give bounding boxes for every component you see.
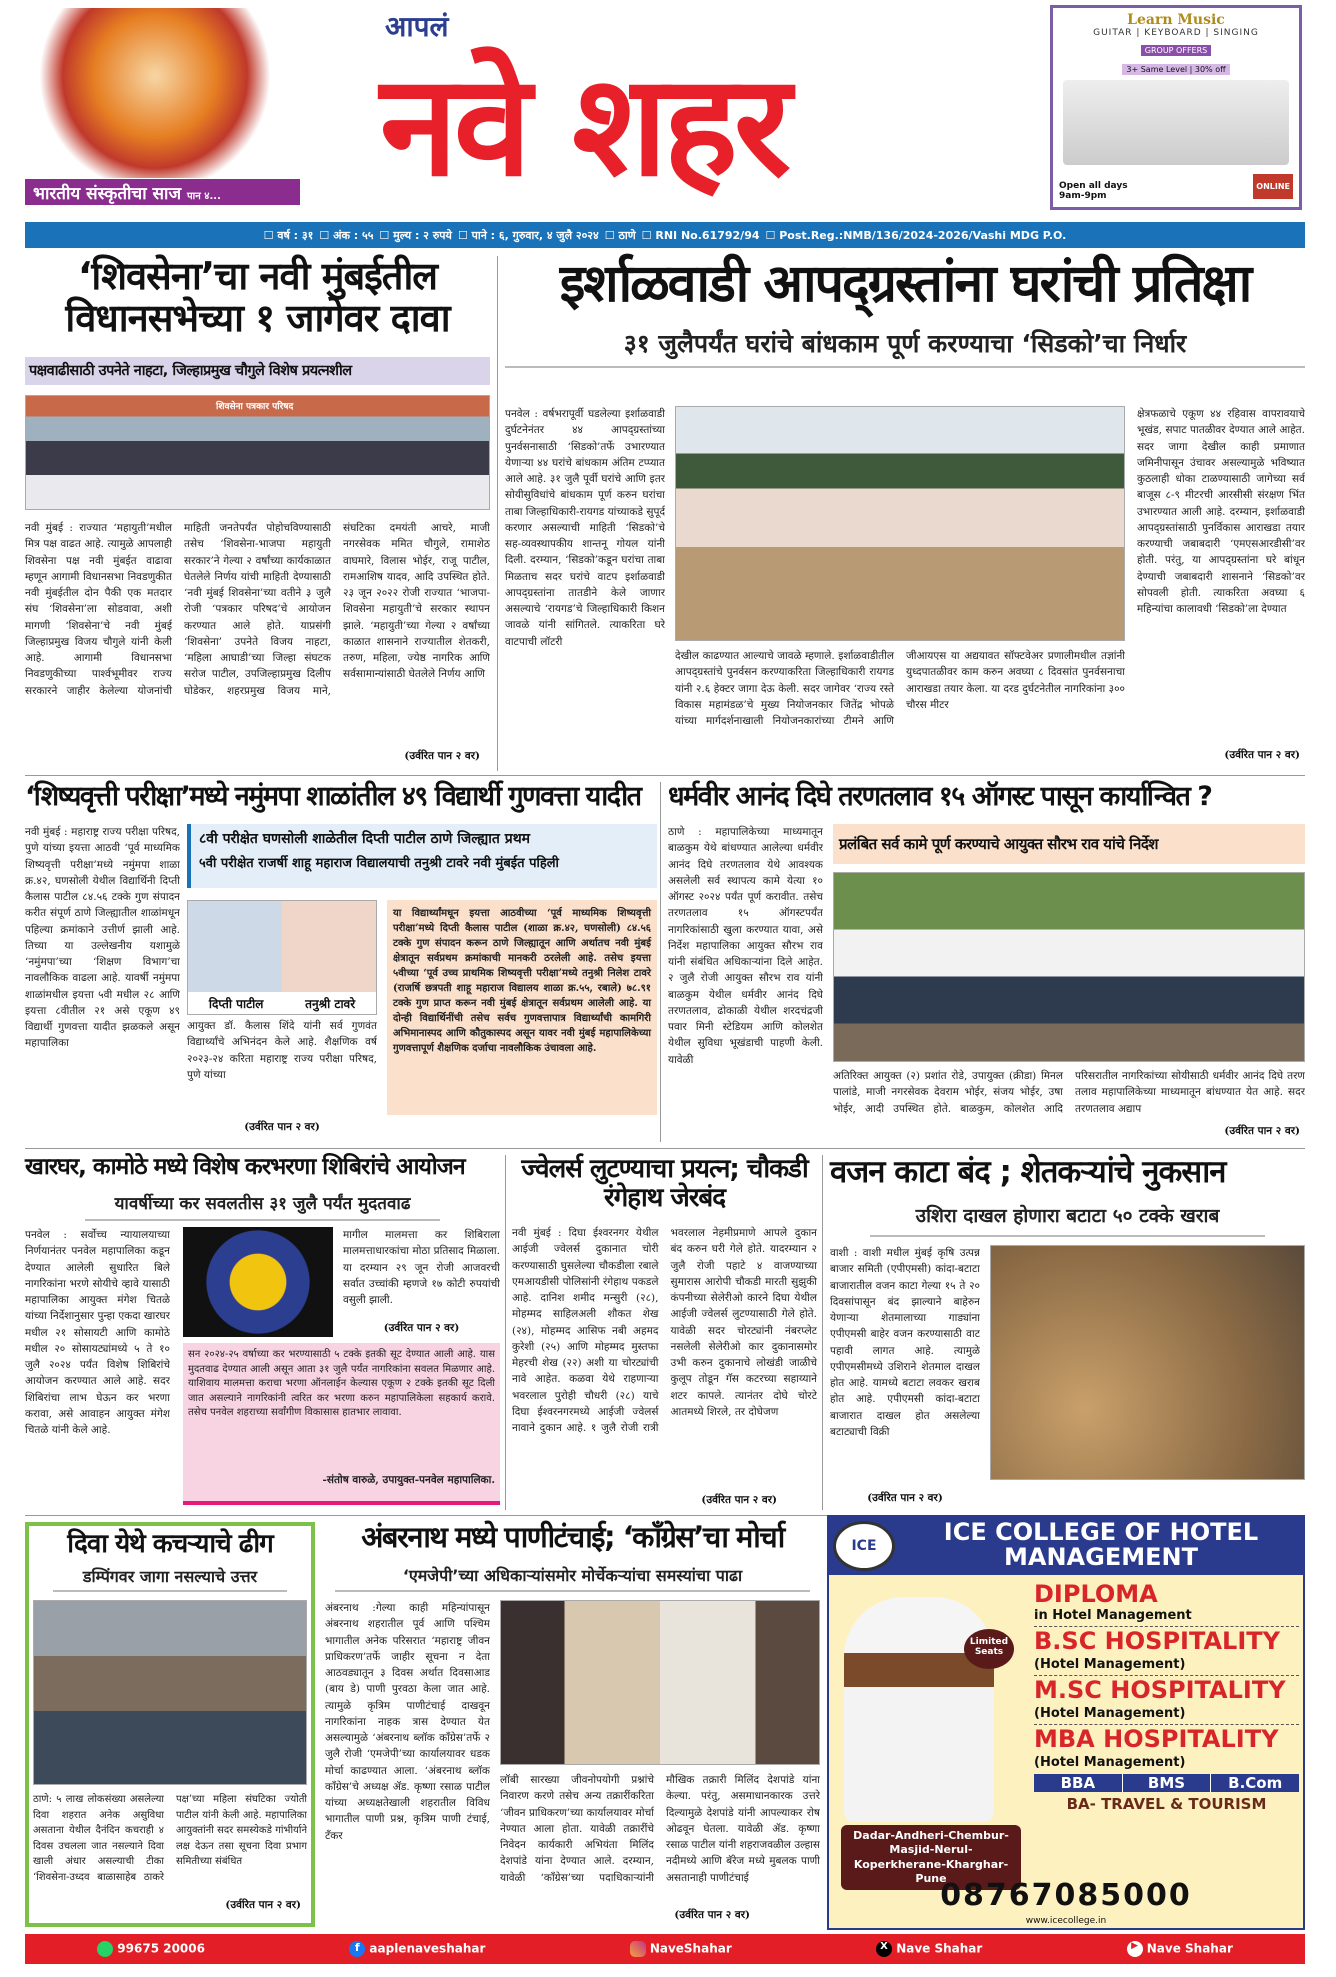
info-rni: ☐ RNI No.61792/94	[641, 228, 760, 242]
subhead: प्रलंबित सर्व कामे पूर्ण करण्याचे आयुक्त सौरभ राव यांचे निर्देश	[833, 824, 1305, 864]
highlight-line-2: ५वी परीक्षेत राजर्षी शाहू महाराज विद्यालयाची तनुश्री टावरे नवी मुंबईत पहिली	[199, 856, 559, 871]
instagram-icon	[630, 1941, 646, 1957]
highlight-box	[187, 824, 657, 888]
short-courses: BBA BMS B.Com	[1034, 1774, 1299, 1792]
subhead: ३१ जुलैपर्यंत घरांचे बांधकाम पूर्ण करण्याचा ‘सिडको’चा निर्धार	[505, 326, 1305, 368]
article-body: अंबरनाथ :गेल्या काही महिन्यांपासून अंबरनाथ शहरातील पूर्व आणि पश्चिम भागातील अनेक परिसरात ‘महाराष्ट्र जीवन प्राधिकरण’तर्फे जाहीर सूचना न देता आठवड्यातून ३ दिवस अर्थात दिवसाआड (बाय डे) पाणी पुरवठा केला जात आहे. त्यामुळे कृत्रिम पाणीटंचाई दाखवून नागरिकांना नाहक त्रास देण्यात येत असल्यामुळे ‘अंबरनाथ ब्लॉक काँग्रेस’तर्फे २ जुलै रोजी ‘एमजेपी’च्या कार्यालयावर धडक मोर्चा काढण्यात आला. ‘अंबरनाथ ब्लॉक काँग्रेस’चे अध्यक्ष ॲड. कृष्णा रसाळ पाटील यांच्या अध्यक्षतेखाली शहरातील विविध भागातील पाणी प्रश्न, कृत्रिम पाणी टंचाई, टँकर	[325, 1602, 490, 1842]
article-body-2: लॉबी सारख्या जीवनोपयोगी प्रश्नांचे निवारण करणे तसेच अन्य तक्रारींकरिता ‘जीवन प्राधिकरण’च्या कार्यालयावर मोर्चा नेण्यात आला होता. यावेळी तक्रारींचे निवेदन कार्यकारी अभियंता मिलिंद देशपांडे यांना देण्यात आले. दरम्यान, यावेळी ‘काँग्रेस’च्या पदाधिकाऱ्यांनी मौखिक तक्रारी मिलिंद देशपांडे यांना केल्या. परंतु, असमाधानकारक उत्तरे दिल्यामुळे देशपांडे यांनी आपल्याकर रोष ओढवून घेतला. यावेळी ॲड. कृष्णा रसाळ पाटील यांनी शहराजवळील उल्हास नदीमध्ये आणि बॅरेज मध्ये मुबलक पाणी असतानाही पाणीटंचाई	[500, 1774, 820, 1884]
headline[interactable]: ‘शिष्यवृत्ती परीक्षा’मध्ये नमुंमपा शाळांतील ४९ विद्यार्थी गुणवत्ता यादीत	[25, 781, 641, 812]
promo-image	[40, 8, 270, 178]
potatoes-photo	[990, 1245, 1305, 1480]
tax-notice-box	[183, 1343, 500, 1505]
continued-note[interactable]: (उर्वरित पान २ वर)	[244, 1121, 320, 1133]
article-body: ठाणे : महापालिकेच्या माध्यमातून बाळकुम येथे बांधण्यात आलेल्या धर्मवीर आनंद दिघे तरणतलाव येथे आवश्यक असलेली सर्व स्थापत्य कामे येत्या १० ऑगस्ट २०२४ पर्यंत पूर्ण करावीत. तसेच तरणतलाव १५ ऑगस्टपर्यंत नागरिकांसाठी खुला करण्यात यावा, असे निर्देश महापालिका आयुक्त सौरभ राव यांनी संबंधित अधिकाऱ्यांना दिले आहेत. २ जुलै रोजी आयुक्त सौरभ राव यांनी बाळकुम येथील धर्मवीर आनंद दिघे तरणतलाव, ढोकाळी येथील शरदचंद्रजी पवार मिनी स्टेडियम आणि कोलशेत येथील सुविधा भूखंडाची पाहणी केली. यावेळी	[668, 826, 823, 1066]
music-ad[interactable]	[1050, 5, 1302, 210]
youtube-icon: ▶	[1127, 1941, 1143, 1957]
headline[interactable]: दिवा येथे कचऱ्याचे ढीग	[67, 1529, 273, 1559]
promo-page: पान ४...	[186, 191, 221, 202]
chef-image	[844, 1597, 994, 1822]
promo-label[interactable]	[25, 179, 300, 205]
music-ad-image	[1063, 80, 1289, 165]
course-msc: M.SC HOSPITALITY (Hotel Management)	[1034, 1676, 1299, 1725]
headline[interactable]: ज्वेलर्स लुटण्याचा प्रयत्न; चौकडी रंगेहाथ जेरबंद	[521, 1154, 808, 1213]
info-issue: ☐ अंक : ५५	[319, 228, 374, 242]
article-body: नवी मुंबई : दिघा ईश्वरनगर येथील आईजी ज्वेलर्स दुकानात चोरी करण्यासाठी घुसलेल्या चौकडीला रबाले एमआयडीसी पोलिसांनी रंगेहाथ पकडले आहे. दानिश शमीद मन्सुरी (२८), मोहम्मद साहिलअली शौकत शेख (२४), मोहम्मद आसिफ नबी अहमद कुरेशी (२५) आणि मोहम्मद मुस्तफा मेहरची शेख (२२) अशी या चोरट्यांची नावे आहेत. कळवा येथे राहणाऱ्या भवरलाल पुरोही चौधरी (२८) याचे दिघा ईश्वरनगरमध्ये आईजी ज्वेलर्स नावाने दुकान आहे. १ जुलै रोजी रात्री भवरलाल नेहमीप्रमाणे आपले दुकान बंद करुन घरी गेले होते. यादरम्यान २ जुलै रोजी पहाटे ४ वाजण्याच्या सुमारास आरोपी चौकडी मारती सुझुकी कंपनीच्या सेलेरीओ कारने दिघा येथील आईजी ज्वेलर्स लुटण्यासाठी गेले होते. यावेळी सदर चोरट्यांनी नंबरप्लेट नसलेली सेलेरीओ कार दुकानासमोर उभी करुन दुकानाचे लोखंडी जाळीचे कुलूप तोडून गॅस कटरच्या सहाय्याने शटर कापले. त्यानंतर दोघे चोरटे आतमध्ये शिरले, तर दोघेजण	[512, 1227, 817, 1435]
headline[interactable]: इर्शाळवाडी आपद्ग्रस्तांना घरांची प्रतिक्षा	[559, 254, 1251, 314]
footer-whatsapp[interactable]: 99675 20006	[97, 1941, 205, 1957]
subhead: यावर्षीच्या कर सवलतीस ३१ जुलै पर्यंत मुदतवाढ	[85, 1191, 440, 1221]
article-body: पनवेल : सर्वोच्च न्यायालयाच्या निर्णयानंतर पनवेल महापालिका कडून देण्यात आलेली सुधारित बिले नागरिकांना भरणे सोयीचे व्हावे यासाठी महापालिका आयुक्त मंगेश चितळे यांच्या निर्देशानुसार पुन्हा एकदा खारघर मधील २१ सोसायटी आणि कामोठे मधील २० सोसायट्यांमध्ये ५ ते १० जुलै २०२४ पर्यंत विशेष शिबिरांचे आयोजन करण्यात आले आहे. सदर शिबिरांचा लाभ घेऊन कर भरणा करावा, असे आवाहन आयुक्त मंगेश चितळे यांनी केले आहे.	[25, 1229, 170, 1437]
article-body: नवी मुंबई : महाराष्ट्र राज्य परीक्षा परिषद, पुणे यांच्या इयत्ता आठवी ‘पूर्व माध्यमिक शिष्यवृत्ती परीक्षा’मध्ये नमुंमपा शाळा क्र.४२, घणसोली येथील विद्यार्थिनी दिप्ती कैलास पाटील ८४.५६ टक्के गुण संपादन करीत संपूर्ण ठाणे जिल्ह्यातील शाळांमधून पहिल्या क्रमांकाने उत्तीर्ण झाली आहे. तिच्या या उल्लेखनीय यशामुळे ‘नमुंमपा’च्या ‘शिक्षण विभाग’चा नावलौकिक वाढला आहे. यावर्षी नमुंमपा शाळांमधील इयत्ता ५वी मधील २८ आणि इयत्ता ८वीतील २१ असे एकूण ४९ विद्यार्थी गुणवत्ता यादीत झळकले असून महापालिका	[25, 826, 180, 1050]
students-photo	[187, 900, 377, 1015]
music-ad-subjects: GUITAR | KEYBOARD | SINGING	[1093, 28, 1259, 38]
article-body-2: अतिरिक्त आयुक्त (२) प्रशांत रोडे, उपायुक्त (क्रीडा) मिनल पालांडे, माजी नगरसेवक देवराम भोईर, संजय भोईर, उषा भोईर, आदी उपस्थित होते. बाळकुम, कोलशेत आदि परिसरातील नागरिकांच्या सोयीसाठी धर्मवीर आनंद दिघे तरण तलाव महापालिकेच्या माध्यमातून बांधण्यात येत आहे. सदर तरणतलाव अद्याप	[833, 1070, 1305, 1115]
x-icon: X	[876, 1941, 892, 1957]
subhead: डम्पिंगवर जागा नसल्याचे उत्तर	[53, 1566, 287, 1592]
houses-photo	[675, 406, 1125, 641]
article-body: वाशी : वाशी मधील मुंबई कृषि उत्पन्न बाजार समिती (एपीएमसी) कांदा-बटाटा बाजारातील वजन काटा गेल्या १५ ते २० दिवसांपासून बंद झाल्याने बाहेरुन येणाऱ्या शेतमालाच्या गाड्यांना एपीएमसी बाहेर वजन करण्यासाठी वाट पहावी लागत आहे. त्यामुळे एपीएमसीमध्ये उशिराने शेतमाल दाखल होत आहे. यामध्ये बटाटा लवकर खराब होत आहे. एपीएमसी कांदा-बटाटा बाजारात दाखल होत असलेल्या बटाट्याची विक्री	[830, 1247, 980, 1438]
footer-facebook[interactable]: f aaplenaveshahar	[349, 1941, 485, 1957]
headline[interactable]: ‘शिवसेना’चा नवी मुंबईतील विधानसभेच्या १ जागेवर दावा	[65, 254, 450, 340]
article-ambernath-water	[325, 1522, 820, 1927]
continued-note[interactable]: (उर्वरित पान २ वर)	[225, 1899, 301, 1911]
ice-college-ad[interactable]	[827, 1515, 1305, 1930]
promo-label-text: भारतीय संस्कृतीचा साज	[33, 184, 182, 204]
article-jewellers	[512, 1155, 817, 1510]
inspection-photo	[833, 872, 1305, 1062]
merit-box: या विद्यार्थ्यांमधून इयत्ता आठवीच्या ‘पूर्व माध्यमिक शिष्यवृत्ती परीक्षा’मध्ये दिप्ती कैलास पाटील (शाळा क्र.४२, घणसोली) ८४.५६ टक्के गुण संपादन करून ठाणे जिल्ह्यातून आणि अर्थातच नवी मुंबई क्षेत्रातून सर्वप्रथम क्रमांकाची मानकरी ठरलेली आहे. तसेच इयत्ता ५वीच्या ‘पूर्व उच्च प्राथमिक शिष्यवृत्ती परीक्षा’मध्ये तनुश्री निलेश टावरे (राजर्षि छत्रपती शाहू महाराज विद्यालय शाळा क्र.५५, रबाले) ७८.९१ टक्के गुण प्राप्त करून नवी मुंबई क्षेत्रातून सर्वप्रथम आलेली आहे. या दोन्ही विद्यार्थिनींची तसेच सर्वच गुणवत्तापात्र विद्यार्थ्यांची कामगिरी अभिमानास्पद आणि कौतुकास्पद असून यावर नवी मुंबई महापालिकेच्या गुणवत्तापूर्ण शैक्षणिक दर्जाचा नावलौकिक उंचावला आहे.	[387, 900, 657, 1115]
article-body-2: मागील मालमत्ता कर शिबिराला मालमत्ताधारकांचा मोठा प्रतिसाद मिळाला. या दरम्यान २९ जून रोजी आजवरची सर्वात उच्चांकी म्हणजे १७ कोटी रुपयांची वसुली झाली.	[343, 1229, 500, 1307]
music-ad-title: Learn Music	[1127, 12, 1225, 28]
continued-note[interactable]: (उर्वरित पान २ वर)	[383, 1322, 460, 1334]
garbage-photo	[33, 1600, 307, 1785]
photo-banner-text: शिवसेना पत्रकार परिषद	[216, 402, 294, 412]
social-footer	[25, 1934, 1305, 1964]
music-ad-offer: GROUP OFFERS	[1141, 45, 1211, 56]
article-shivsena	[25, 256, 490, 771]
tax-notice-signature: -संतोष वारुळे, उपायुक्त-पनवेल महापालिका.	[322, 1474, 495, 1486]
music-ad-offer-detail: 3+ Same Level | 30% off	[1122, 64, 1229, 75]
footer-x[interactable]: X Nave Shahar	[876, 1941, 982, 1957]
ice-logo: ICE	[833, 1521, 895, 1571]
article-body: नवी मुंबई : राज्यात ‘महायुती’मधील मित्र पक्ष वाढत आहे. त्यामुळे आपलाही शिवसेना पक्ष नवी मुंबईत वाढावा म्हणून आगामी विधानसभा निवडणुकीत नवी मुंबईतील दोन पैकी एक मतदार संघ ‘शिवसेना’ला सोडवावा, अशी मागणी ‘शिवसेना’चे नवी मुंबई जिल्हाप्रमुख विजय चौगुले यांनी केली आहे. आगामी विधानसभा निवडणुकीच्या पार्श्वभूमीवर राज्य सरकारने जाहीर केलेल्या योजनांची माहिती जनतेपर्यंत पोहोचविण्यासाठी तसेच ‘शिवसेना-भाजपा महायुती सरकार’ने गेल्या २ वर्षांच्या कार्यकाळात घेतलेले निर्णय यांची माहिती देण्यासाठी ‘नवी मुंबई शिवसेना’च्या वतीने ३ जुलै रोजी ‘पत्रकार परिषद’चे आयोजन करण्यात आले होते. याप्रसंगी ‘शिवसेना’ उपनेते विजय नाहटा, ‘महिला आघाडी’च्या जिल्हा संघटक सरोज पाटील, उपजिल्हाप्रमुख दिलीप घोडेकर, शहरप्रमुख विजय माने, संघटिका दमयंती आचरे, माजी नगरसेवक ममित चौगुले, रामाशेठ वाघमारे, विलास भोईर, राजू पाटील, रामआशिष यादव, आदि उपस्थित होते. २३ जून २०२२ रोजी राज्यात ‘भाजपा-शिवसेना महायुती’चे सरकार स्थापन झाले. ‘महायुती’च्या गेल्या २ वर्षांच्या काळात शासनाने राज्यातील शेतकरी, तरुण, महिला, ज्येष्ठ नागरिक आणि सर्वसामान्यांसाठी घेतलेले निर्णय आणि	[25, 522, 490, 697]
footer-instagram[interactable]: NaveShahar	[630, 1941, 732, 1957]
info-bar	[25, 222, 1305, 248]
info-date: ☐ पाने : ६, गुरुवार, ४ जुलै २०२४	[457, 228, 599, 242]
info-year: ☐ वर्ष : ३१	[263, 228, 314, 242]
music-ad-hours-time: 9am-9pm	[1059, 191, 1107, 201]
course-bsc: B.SC HOSPITALITY (Hotel Management)	[1034, 1627, 1299, 1676]
info-postreg: ☐ Post.Reg.:NMB/136/2024-2026/Vashi MDG P.O.	[765, 228, 1067, 242]
logo: नवे शहर	[380, 45, 788, 208]
article-body: ठाणे: ५ लाख लोकसंख्या असलेल्या दिवा शहरात अनेक असुविधा असताना येथील दैनंदिन कचराही ४ दिवस उचलला जात नसल्याने दिवा खाली अंधार असल्याची टीका ‘शिवसेना-उध्दव बाळासाहेब ठाकरे पक्ष’च्या महिला संघटिका ज्योती पाटील यांनी केली आहे. महापालिका आयुक्तांनी सदर समस्येकडे गांभीर्याने लक्ष देऊन तसा सूचना दिवा प्रभाग समितीच्या संबंधित	[33, 1794, 307, 1883]
article-scholarship	[25, 782, 657, 1142]
footer-youtube[interactable]: ▶ Nave Shahar	[1127, 1941, 1233, 1957]
music-ad-hours: Open all days	[1059, 181, 1128, 191]
student-name-1: दिप्ती पाटील	[208, 996, 264, 1011]
article-tax-camp	[25, 1155, 500, 1510]
article-weighbridge	[830, 1155, 1305, 1510]
continued-note[interactable]: (उर्वरित पान २ वर)	[867, 1492, 943, 1504]
headline[interactable]: अंबरनाथ मध्ये पाणीटंचाई; ‘काँग्रेस’चा मोर्चा	[361, 1520, 784, 1554]
travel-tourism: BA- TRAVEL & TOURISM	[1066, 1795, 1267, 1813]
headline[interactable]: वजन काटा बंद ; शेतकऱ्यांचे नुकसान	[830, 1154, 1226, 1190]
continued-note[interactable]: (उर्वरित पान २ वर)	[1224, 749, 1300, 761]
article-body-col2: देखील काढण्यात आल्याचे जावळे म्हणाले. इर्शाळवाडीतील आपद्ग्रस्तांचे पुनर्वसन करण्याकरिता जिल्हाधिकारी रायगड यांनी २.६ हेक्टर जागा देऊ केली. सदर जागेवर ‘राज्य रस्ते विकास महामंडळ’चे मुख्य नियोजनकार जितेंद्र भोपळे यांच्या मार्गदर्शनाखाली नियोजनकारांच्या टीमने आणि जीआयएस या अद्ययावत सॉफ्टवेअर प्रणालीमधील तज्ञांनी युध्दपातळीवर काम करुन अवघ्या ८ दिवसांत पुनर्वसनाचा आराखडा तयार केला. या दरड दुर्घटनेतील नागरिकांना ३०० चौरस मीटर	[675, 650, 1125, 728]
headline[interactable]: धर्मवीर आनंद दिघे तरणतलाव १५ ऑगस्ट पासून कार्यान्वित ?	[668, 781, 1212, 812]
highlight-line-1: ८वी परीक्षेत घणसोली शाळेतील दिप्ती पाटील ठाणे जिल्ह्यात प्रथम	[199, 831, 531, 847]
phone-number: 08767085000	[940, 1878, 1192, 1913]
article-body-2: आयुक्त डॉ. कैलास शिंदे यांनी सर्व गुणवंत विद्यार्थ्यांचे अभिनंदन केले आहे. शैक्षणिक वर्ष २०२३-२४ करिता महाराष्ट्र राज्य परीक्षा परिषद, पुणे यांच्या	[187, 1020, 377, 1081]
article-irshalwadi	[505, 256, 1305, 771]
website[interactable]: www.icecollege.in	[1025, 1916, 1107, 1926]
subhead: पक्षवाढीसाठी उपनेते नाहटा, जिल्हाप्रमुख चौगुले विशेष प्रयत्नशील	[25, 357, 490, 385]
course-mba: MBA HOSPITALITY (Hotel Management)	[1034, 1725, 1279, 1770]
info-city: ☐ ठाणे	[604, 228, 636, 242]
locations: Dadar-Andheri-Chembur-Masjid-Nerul-Koperkherane-Kharghar-Pune	[841, 1825, 1021, 1890]
ice-title: ICE COLLEGE OF HOTEL MANAGEMENT	[943, 1518, 1259, 1572]
article-diva-garbage	[25, 1522, 315, 1927]
info-price: ☐ मुल्य : २ रुपये	[379, 228, 452, 242]
continued-note[interactable]: (उर्वरित पान २ वर)	[674, 1909, 750, 1921]
headline[interactable]: खारघर, कामोठे मध्ये विशेष करभरणा शिबिरांचे आयोजन	[25, 1154, 465, 1180]
press-conference-photo	[25, 395, 490, 510]
student-name-2: तनुश्री टावरे	[305, 996, 356, 1011]
continued-note[interactable]: (उर्वरित पान २ वर)	[1224, 1125, 1300, 1137]
whatsapp-icon	[97, 1941, 113, 1957]
subhead: ‘एमजेपी’च्या अधिकाऱ्यांसमोर मोर्चेकऱ्यांचा समस्यांचा पाढा	[335, 1564, 810, 1592]
continued-note[interactable]: (उर्वरित पान २ वर)	[701, 1494, 777, 1506]
subhead: उशिरा दाखल होणारा बटाटा ५० टक्के खराब	[870, 1201, 1265, 1237]
tax-notice-text: सन २०२४-२५ वर्षाच्या कर भरण्यासाठी ५ टक्के इतकी सूट देण्यात आली आहे. यास मुदतवाढ देण्यात आली असून आता ३१ जुलै पर्यंत नागरिकांना सवलत मिळणार आहे. याशिवाय मालमत्ता कराचा भरणा ऑनलाईन केल्यास एकूण २ टक्के इतकी सूट दिली जात असल्याने नागरिकांनी त्वरित कर भरणा करुन महापालिकेला सहकार्य करावे. तसेच पनवेल शहराच्या सर्वांगीण विकासास हातभार लावावा.	[188, 1349, 495, 1418]
article-body-col3: क्षेत्रफळाचे एकूण ४४ रहिवास वापरावयाचे भूखंड, सपाट पातळीवर देण्यात आले आहेत. सदर जागा देखील काही प्रमाणात जमिनीपासून उंचावर असल्यामुळे भविष्यात कुठलाही धोका टाळण्यासाठी जागेच्या सर्व बाजूस ८-९ मीटरची आरसीसी संरक्षण भिंत उभारण्यात आली आहे. दरम्यान, इर्शाळवाडी आपद्ग्रस्तांसाठी पुनर्विकास आराखडा तयार करण्याची जबाबदारी ‘एमएसआरडीसी’वर होती. परंतु, या आपद्ग्रस्तांना घरे बांधून देण्याची जबाबदारी शासनाने ‘सिडको’वर सोपवली होती. त्याकरिता अवघ्या ६ महिन्यांचा कालावधी ‘सिडको’ला देण्यात	[1137, 408, 1305, 616]
course-diploma: DIPLOMA in Hotel Management	[1034, 1580, 1299, 1627]
limited-seats-badge: Limited Seats	[964, 1629, 1014, 1669]
municipal-logo	[183, 1227, 333, 1337]
continued-note[interactable]: (उर्वरित पान २ वर)	[404, 750, 480, 762]
article-body-col1: पनवेल : वर्षभरापूर्वी घडलेल्या इर्शाळवाडी दुर्घटनेनंतर ४४ आपद्ग्रस्तांच्या पुनर्वसनासाठी ‘सिडको’तर्फे उभारण्यात येणाऱ्या ४४ घरांचे बांधकाम अंतिम टप्प्यात आले आहे. ३१ जुलै पूर्वी घरांचे आणि इतर सोयीसुविधांचे बांधकाम पूर्ण करुन घरांचा ताबा जिल्हाधिकारी-रायगड यांच्याकडे सुपूर्द करणार असल्याची माहिती ‘सिडको’चे सह-व्यवस्थापकीय शान्तनू गोयल यांनी दिली. दरम्यान, ‘सिडको’कडून घरांचा ताबा मिळताच सदर घरांचे वाटप इर्शाळवाडी आपद्ग्रस्तांना तातडीने केले जाणार असल्याचे ‘रायगड’चे जिल्हाधिकारी किशन जावळे यांनी सांगितले. त्याकरिता घरे वाटपाची लॉटरी	[505, 408, 665, 648]
protest-photo	[500, 1600, 820, 1765]
facebook-icon: f	[349, 1941, 365, 1957]
logo-small: आपलं	[385, 10, 449, 43]
article-swimming-pool	[668, 782, 1305, 1142]
music-ad-brand: ONLINE	[1253, 174, 1293, 199]
